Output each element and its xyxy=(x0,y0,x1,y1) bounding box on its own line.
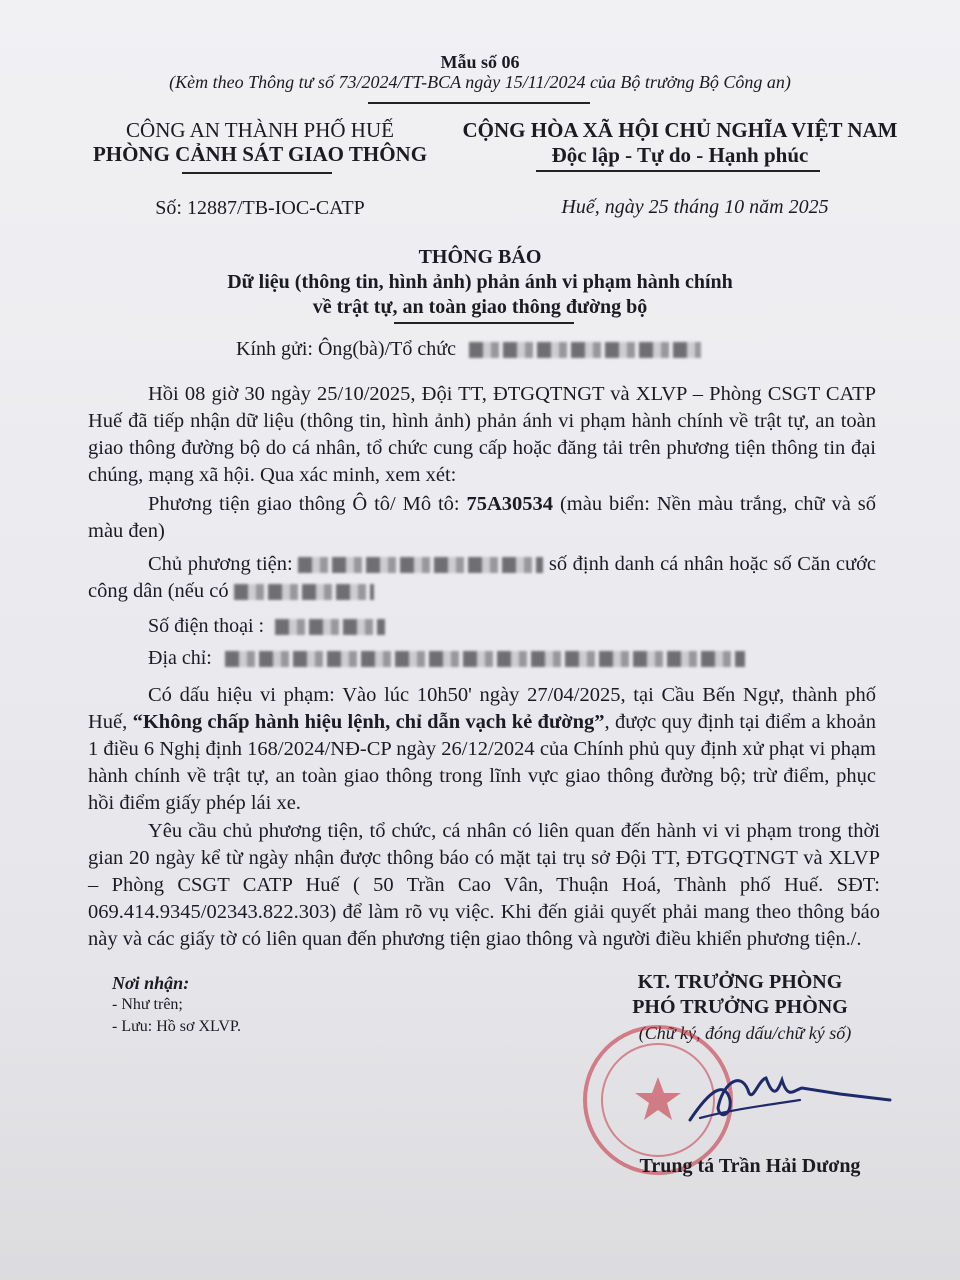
redacted-phone xyxy=(275,619,385,635)
document-title: THÔNG BÁO xyxy=(418,246,542,268)
document-subtitle-line2: về trật tự, an toàn giao thông đường bộ xyxy=(312,296,648,318)
divider-title xyxy=(394,322,574,324)
redacted-owner-id xyxy=(234,584,374,600)
recipient-label: Kính gửi: Ông(bà)/Tổ chức xyxy=(236,338,456,360)
signature-title-line2: PHÓ TRƯỞNG PHÒNG xyxy=(632,996,848,1018)
agency-name: CÔNG AN THÀNH PHỐ HUẾ xyxy=(126,118,394,142)
divider-right xyxy=(536,170,820,172)
recipients-title: Nơi nhận: xyxy=(112,973,190,993)
handwritten-signature xyxy=(670,1060,900,1140)
intro-paragraph: Hồi 08 giờ 30 ngày 25/10/2025, Đội TT, ĐTGQTNGT và XLVP – Phòng CSGT CATP Huế đã tiếp nhận dữ liệu (thông tin, hình ảnh) phản ánh vi phạm hành chính về trật tự, an toàn giao thông đường bộ do cá nhân, tổ chức cung cấp hoặc đăng tải trên phương tiện thông tin đại chúng, mạng xã hội. Qua xác minh, xem xét: xyxy=(88,383,876,486)
signature-note: (Chữ ký, đóng dấu/chữ ký số) xyxy=(638,1023,852,1043)
signature-title-line1: KT. TRƯỞNG PHÒNG xyxy=(637,971,843,993)
redacted-recipient xyxy=(469,342,701,358)
redacted-owner-name xyxy=(298,557,543,573)
vehicle-paragraph xyxy=(88,491,876,545)
place-date: Huế, ngày 25 tháng 10 năm 2025 xyxy=(561,196,829,218)
violation-paragraph xyxy=(88,682,876,817)
owner-id-text: số định danh cá nhân hoặc số Căn cước công dân (nếu có xyxy=(88,553,877,602)
phone-line xyxy=(148,615,385,638)
document-subtitle-line1: Dữ liệu (thông tin, hình ảnh) phản ánh vi phạm hành chính xyxy=(227,271,733,293)
vehicle-label: Phương tiện giao thông Ô tô/ Mô tô: xyxy=(148,493,460,515)
owner-paragraph xyxy=(88,551,876,605)
recipient-line xyxy=(236,338,701,361)
form-attachment: (Kèm theo Thông tư số 73/2024/TT-BCA ngày 15/11/2024 của Bộ trưởng Bộ Công an) xyxy=(169,72,791,92)
phone-label: Số điện thoại : xyxy=(148,615,265,637)
recipient-item: - Lưu: Hồ sơ XLVP. xyxy=(112,1018,241,1035)
signer-name: Trung tá Trần Hải Dương xyxy=(639,1155,861,1177)
owner-label: Chủ phương tiện: xyxy=(148,553,293,575)
form-number: Mẫu số 06 xyxy=(440,52,520,72)
address-label: Địa chỉ: xyxy=(148,647,212,669)
national-motto: Độc lập - Tự do - Hạnh phúc xyxy=(551,143,809,167)
plate-color: (màu biển: Nền màu trắng, chữ và số màu đen) xyxy=(88,493,877,542)
address-line xyxy=(148,647,745,670)
violation-name: “Không chấp hành hiệu lệnh, chỉ dẫn vạch kẻ đường” xyxy=(132,711,605,733)
redacted-address xyxy=(225,651,745,667)
divider-left xyxy=(182,172,332,174)
violation-prefix: Có dấu hiệu vi phạm: Vào lúc 10h50' ngày 27/04/2025, tại Cầu Bến Ngự, thành phố Huế, xyxy=(88,684,876,733)
divider-top xyxy=(368,102,590,104)
violation-suffix: , được quy định tại điểm a khoản 1 điều 6 Nghị định 168/2024/NĐ-CP ngày 26/12/2024 của Chính phủ quy định xử phạt vi phạm hành chính về trật tự, an toàn giao thông trong lĩnh vực giao thông đường bộ; trừ điểm, phục hồi điểm giấy phép lái xe. xyxy=(88,711,876,814)
document-number: Số: 12887/TB-IOC-CATP xyxy=(155,197,365,219)
country-name: CỘNG HÒA XÃ HỘI CHỦ NGHĨA VIỆT NAM xyxy=(462,118,898,142)
license-plate: 75A30534 xyxy=(466,493,554,515)
request-paragraph: Yêu cầu chủ phương tiện, tổ chức, cá nhân có liên quan đến hành vi vi phạm trong thời gian 20 ngày kể từ ngày nhận được thông báo có mặt tại trụ sở Đội TT, ĐTGQTNGT và XLVP – Phòng CSGT CATP Huế ( 50 Trần Cao Vân, Thuận Hoá, Thành phố Huế. SĐT: 069.414.9345/02343.822.303) để làm rõ vụ việc. Khi đến giải quyết phải mang theo thông báo này và các giấy tờ có liên quan đến phương tiện giao thông và người điều khiển phương tiện./. xyxy=(88,820,880,950)
department-name: PHÒNG CẢNH SÁT GIAO THÔNG xyxy=(92,142,428,166)
recipient-item: - Như trên; xyxy=(112,996,183,1013)
